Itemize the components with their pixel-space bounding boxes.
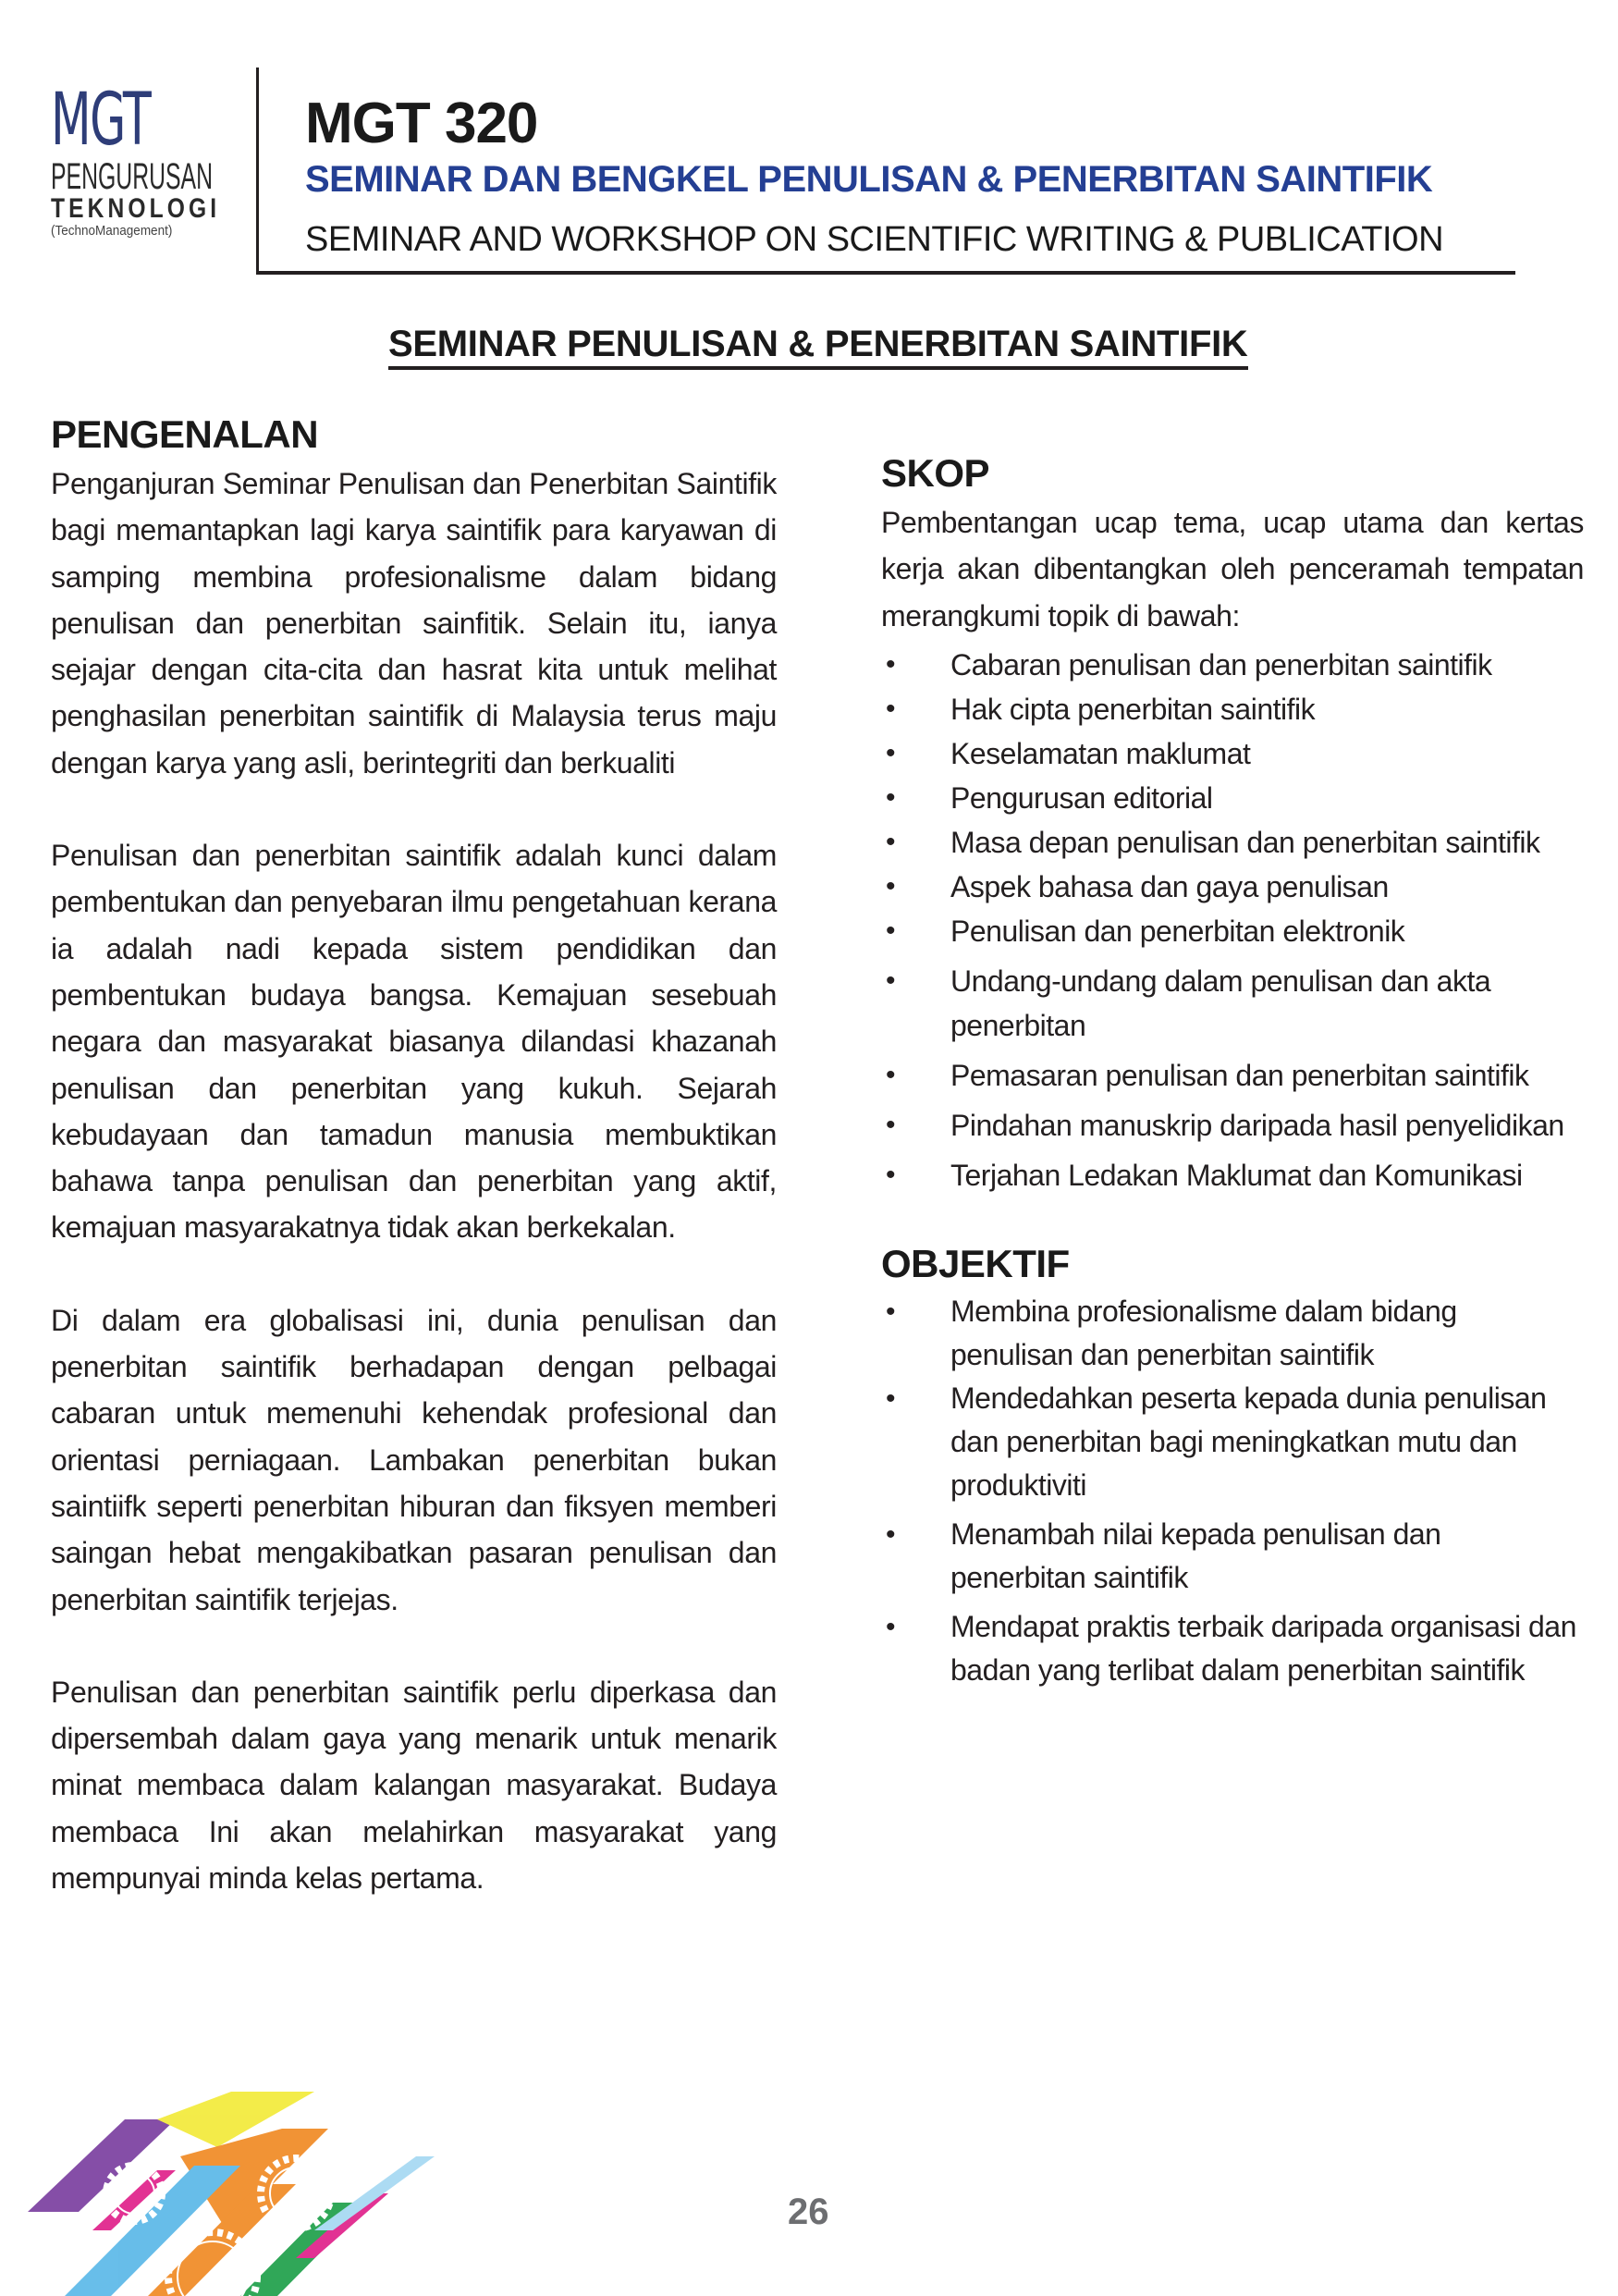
mgt-logo [51, 79, 231, 239]
pengenalan-paragraph: Penulisan dan penerbitan saintifik perlu diperkasa dan dipersembah dalam gaya yang menarik untuk menarik minat membaca dalam kalangan masyarakat. Budaya membaca Ini akan melahirkan masyarakat yang mempunyai minda kelas pertama. [51, 1675, 777, 1896]
list-item: • Aspek bahasa dan gaya penulisan [881, 865, 1584, 909]
bullet-icon: • [886, 870, 896, 902]
pengenalan-paragraph: Penganjuran Seminar Penulisan dan Penerbitan Saintifik bagi memantapkan lagi karya saintifik para karyawan di samping membina profesionalisme dalam bidang penulisan dan penerbitan sainfitik. Selain itu, ianya sejajar dengan cita-cita dan hasrat kita untuk melihat penghasilan penerbitan saintifik di Malaysia terus maju dengan karya yang asli, berintegriti dan berkualiti [51, 467, 777, 780]
list-item: • Mendedahkan peserta kepada dunia penulisan dan penerbitan bagi meningkatkan mutu dan produktiviti [881, 1377, 1584, 1507]
header-vertical-divider [256, 68, 259, 274]
list-item: • Cabaran penulisan dan penerbitan saintifik [881, 643, 1584, 687]
bullet-icon: • [886, 648, 896, 680]
bullet-icon: • [886, 1059, 896, 1090]
course-title-english: SEMINAR AND WORKSHOP ON SCIENTIFIC WRITING & PUBLICATION [305, 220, 1444, 259]
list-item: • Undang-undang dalam penulisan dan akta penerbitan [881, 959, 1584, 1048]
logo-pengurusan: PENGURUSAN [51, 156, 214, 197]
header-horizontal-divider [256, 271, 1515, 275]
bullet-icon: • [886, 826, 896, 857]
bullet-icon: • [886, 1295, 896, 1327]
list-item: • Penulisan dan penerbitan elektronik [881, 909, 1584, 953]
skop-list [881, 643, 1584, 1197]
list-item: • Pengurusan editorial [881, 776, 1584, 820]
pengenalan-paragraph: Penulisan dan penerbitan saintifik adalah kunci dalam pembentukan dan penyebaran ilmu pengetahuan kerana ia adalah nadi kepada sistem pendidikan dan pembentukan budaya bangsa. Kemajuan sesebuah negara dan masyarakat biasanya dilandasi khazanah penulisan dan penerbitan yang kukuh. Sejarah kebudayaan dan tamadun manusia membuktikan bahawa tanpa penulisan dan penerbitan yang aktif, kemajuan masyarakatnya tidak akan berkekalan. [51, 839, 777, 1245]
list-item: • Menambah nilai kepada penulisan dan penerbitan saintifik [881, 1513, 1584, 1600]
list-item: • Terjahan Ledakan Maklumat dan Komunikasi [881, 1153, 1584, 1197]
list-item: • Masa depan penulisan dan penerbitan saintifik [881, 820, 1584, 865]
pengenalan-heading: PENGENALAN [51, 412, 319, 456]
bullet-icon: • [886, 1611, 896, 1642]
pengenalan-paragraph: Di dalam era globalisasi ini, dunia penulisan dan penerbitan saintifik berhadapan dengan pelbagai cabaran untuk memenuhi kehendak profesional dan orientasi perniagaan. Lambakan penerbitan bukan saintiifk seperti penerbitan hiburan dan fiksyen memberi saingan hebat mengakibatkan pasaran penulisan dan penerbitan saintifik terjejas. [51, 1303, 777, 1616]
skop-section [881, 448, 1584, 1197]
list-item: • Keselamatan maklumat [881, 731, 1584, 776]
bullet-icon: • [886, 915, 896, 946]
page-title: SEMINAR PENULISAN & PENERBITAN SAINTIFIK [388, 324, 1248, 370]
list-item: • Hak cipta penerbitan saintifik [881, 687, 1584, 731]
objektif-heading: OBJEKTIF [881, 1241, 1070, 1285]
course-code: MGT 320 [305, 92, 538, 155]
list-item: • Membina profesionalisme dalam bidang penulisan dan penerbitan saintifik [881, 1290, 1584, 1377]
objektif-section [881, 1238, 1584, 1692]
skop-heading: SKOP [881, 451, 990, 495]
bullet-icon: • [886, 964, 896, 996]
bullet-icon: • [886, 693, 896, 724]
bullet-icon: • [886, 781, 896, 813]
objektif-list [881, 1290, 1584, 1692]
logo-mgt: MGT [51, 79, 151, 162]
colorful-gears-graphic [18, 2092, 444, 2296]
bullet-icon: • [886, 1518, 896, 1550]
bullet-icon: • [886, 737, 896, 768]
list-item: • Pindahan manuskrip daripada hasil penyelidikan [881, 1103, 1584, 1148]
bullet-icon: • [886, 1382, 896, 1414]
bullet-icon: • [886, 1109, 896, 1140]
skop-intro: Pembentangan ucap tema, ucap utama dan kertas kerja akan dibentangkan oleh penceramah tempatan merangkumi topik di bawah: [881, 506, 1584, 632]
page-number: 26 [788, 2192, 829, 2232]
course-title-malay: SEMINAR DAN BENGKEL PENULISAN & PENERBITAN SAINTIFIK [305, 159, 1433, 200]
pengenalan-section [51, 409, 777, 1901]
logo-technomanagement: (TechnoManagement) [51, 223, 173, 239]
list-item: • Mendapat praktis terbaik daripada organisasi dan badan yang terlibat dalam penerbitan saintifik [881, 1605, 1584, 1692]
list-item: • Pemasaran penulisan dan penerbitan saintifik [881, 1053, 1584, 1098]
skop-objektif-column [881, 448, 1584, 1692]
bullet-icon: • [886, 1159, 896, 1190]
logo-teknologi: TEKNOLOGI [51, 193, 221, 224]
